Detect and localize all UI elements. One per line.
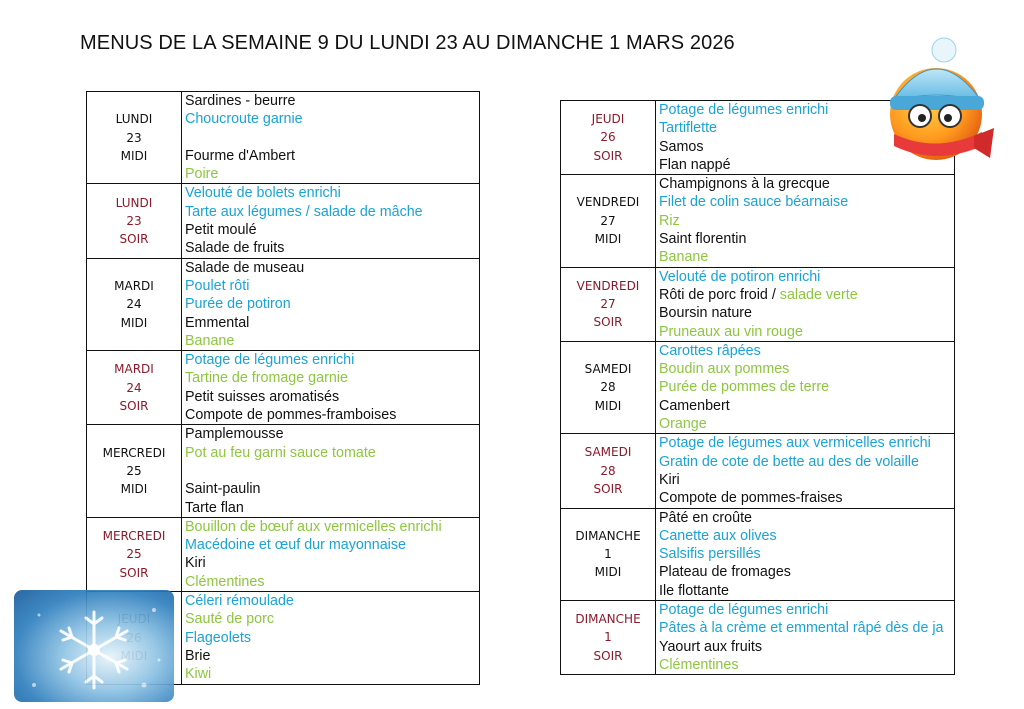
dish-line — [185, 184, 479, 202]
day-label-cell — [561, 341, 656, 433]
dish-line — [659, 453, 954, 471]
dish-text: Purée de pommes de terre — [659, 379, 830, 396]
dish-text: Pamplemousse — [185, 426, 284, 443]
day-date: 1 — [604, 547, 612, 562]
dish-line — [659, 268, 954, 286]
dish-text: Petit suisses aromatisés — [185, 388, 340, 405]
dish-line — [659, 415, 954, 433]
day-date: 25 — [126, 463, 142, 478]
day-meal: SOIR — [593, 148, 623, 163]
dish-line — [659, 489, 954, 507]
dish-line — [185, 147, 479, 165]
day-label-cell — [561, 175, 656, 267]
dish-text: Pâté en croûte — [659, 509, 752, 526]
day-label-cell — [87, 517, 182, 591]
dish-text: Brie — [185, 647, 211, 664]
dish-line — [185, 221, 479, 239]
day-label-cell — [561, 101, 656, 175]
dish-text: Camenbert — [659, 397, 730, 414]
winter-emoji-with-hat-icon — [878, 36, 998, 166]
menu-row — [561, 601, 955, 675]
dish-line — [185, 277, 479, 295]
dish-line — [659, 323, 954, 341]
page-title: MENUS DE LA SEMAINE 9 DU LUNDI 23 AU DIMANCHE 1 MARS 2026 — [80, 32, 735, 54]
menu-row — [561, 434, 955, 508]
dish-line — [185, 406, 479, 424]
dishes-cell — [656, 267, 955, 341]
dish-text: Compote de pommes-framboises — [185, 407, 397, 424]
dish-text: Poire — [185, 166, 219, 183]
dish-text: Velouté de potiron enrichi — [659, 268, 821, 285]
dish-text: Clémentines — [185, 573, 265, 590]
dish-line — [659, 601, 954, 619]
day-day: DIMANCHE — [575, 528, 641, 543]
dish-text: Potage de légumes enrichi — [659, 102, 829, 118]
dish-text: Bouillon de bœuf aux vermicelles enrichi — [185, 518, 442, 535]
dish-line — [185, 665, 479, 683]
dish-text: Sardines - beurre — [185, 93, 296, 109]
dish-text: Choucroute garnie — [185, 111, 303, 128]
day-day: MARDI — [114, 278, 154, 293]
day-date: 28 — [600, 463, 616, 478]
dish-line — [659, 434, 954, 452]
dish-text: Carottes râpées — [659, 342, 761, 359]
day-meal: MIDI — [594, 232, 622, 247]
day-date: 25 — [126, 547, 142, 562]
day-label-cell — [561, 601, 656, 675]
dish-line — [185, 425, 479, 443]
dish-text: Tartiflette — [659, 120, 718, 137]
dish-line — [185, 369, 479, 387]
snowflake-icon — [14, 590, 174, 702]
dish-text: Yaourt aux fruits — [659, 638, 763, 655]
menu-row — [87, 425, 480, 517]
dish-line — [659, 248, 954, 266]
snowflake-image — [14, 590, 174, 702]
dish-text: Salade de fruits — [185, 240, 285, 257]
dish-line — [185, 480, 479, 498]
day-label-cell — [561, 434, 656, 508]
dish-text: Purée de potiron — [185, 296, 291, 313]
day-day: LUNDI — [115, 195, 153, 210]
dish-line — [659, 397, 954, 415]
day-meal: SOIR — [593, 648, 623, 663]
dish-text: Petit moulé — [185, 222, 257, 239]
dish-text: Gratin de cote de bette au des de volaille — [659, 453, 919, 470]
dish-line — [185, 314, 479, 332]
dishes-cell — [656, 341, 955, 433]
dish-line — [185, 351, 479, 369]
day-date: 28 — [600, 380, 616, 395]
dish-text: Kiri — [185, 555, 206, 572]
dish-text: Saint-paulin — [185, 481, 261, 498]
dish-line — [659, 509, 954, 527]
dish-line — [659, 563, 954, 581]
dish-line — [185, 536, 479, 554]
menu-table-right — [560, 100, 955, 675]
dish-text: Clémentines — [659, 656, 739, 673]
dish-text: Emmental — [185, 314, 250, 331]
dish-line — [185, 499, 479, 517]
dish-text: Boudin aux pommes — [659, 361, 790, 378]
dish-line — [185, 92, 479, 110]
dish-text: Champignons à la grecque — [659, 176, 830, 193]
menu-row — [561, 267, 955, 341]
dish-line — [185, 462, 479, 480]
day-meal: MIDI — [120, 482, 148, 497]
dish-text: Fourme d'Ambert — [185, 147, 295, 164]
dish-text: Flageolets — [185, 629, 251, 646]
dish-line — [185, 332, 479, 350]
day-meal: SOIR — [593, 482, 623, 497]
dishes-cell — [182, 258, 480, 350]
dish-line — [185, 592, 479, 610]
dish-line — [659, 582, 954, 600]
dish-line — [659, 471, 954, 489]
dish-text: Tarte aux légumes / salade de mâche — [185, 203, 423, 220]
day-meal: SOIR — [119, 565, 149, 580]
dish-text: Banane — [659, 249, 709, 266]
dish-text: salade verte — [779, 286, 858, 303]
menu-row — [87, 351, 480, 425]
day-day: SAMEDI — [584, 362, 632, 377]
dishes-cell — [182, 351, 480, 425]
dish-text: Kiri — [659, 471, 680, 488]
day-day: VENDREDI — [576, 278, 640, 293]
menu-row — [87, 517, 480, 591]
day-meal: MIDI — [120, 148, 148, 163]
dish-line — [185, 295, 479, 313]
dish-text: Saint florentin — [659, 231, 747, 248]
dish-line — [659, 360, 954, 378]
dish-text: Kiwi — [185, 666, 212, 683]
dish-line — [659, 286, 954, 304]
dish-text: Filet de colin sauce béarnaise — [659, 194, 849, 211]
dishes-cell — [656, 175, 955, 267]
dish-text: Poulet rôti — [185, 277, 250, 294]
day-day: MERCREDI — [102, 445, 166, 460]
dish-line — [185, 647, 479, 665]
dish-line — [659, 638, 954, 656]
dish-line — [659, 212, 954, 230]
day-date: 26 — [600, 130, 616, 145]
day-day: VENDREDI — [576, 195, 640, 210]
dish-text: Compote de pommes-fraises — [659, 490, 843, 507]
dish-line — [185, 203, 479, 221]
dish-line — [185, 610, 479, 628]
dish-line — [659, 175, 954, 193]
dish-line — [185, 629, 479, 647]
dish-line — [185, 110, 479, 128]
menu-row — [87, 184, 480, 258]
dish-text: Pâtes à la crème et emmental râpé dès de ja — [659, 620, 944, 637]
day-day: JEUDI — [591, 112, 625, 127]
day-label-cell — [87, 184, 182, 258]
dish-text: Rôti de porc froid / — [659, 286, 780, 303]
dish-line — [659, 230, 954, 248]
dish-text: Tartine de fromage garnie — [185, 370, 348, 387]
dish-line — [185, 518, 479, 536]
dish-text: Potage de légumes enrichi — [185, 352, 355, 369]
day-date: 23 — [126, 213, 142, 228]
dish-line — [185, 165, 479, 183]
day-date: 27 — [600, 297, 616, 312]
menu-row — [87, 92, 480, 184]
day-meal: MIDI — [594, 398, 622, 413]
day-meal: MIDI — [120, 315, 148, 330]
menu-row — [87, 258, 480, 350]
dish-line — [185, 239, 479, 257]
dish-text: Salsifis persillés — [659, 546, 761, 563]
dish-line — [185, 444, 479, 462]
dish-text: Céleri rémoulade — [185, 593, 294, 610]
dishes-cell — [182, 517, 480, 591]
dish-text: Tarte flan — [185, 499, 244, 516]
dish-line — [185, 129, 479, 147]
dish-text: Plateau de fromages — [659, 564, 791, 581]
dish-text: Orange — [659, 416, 707, 433]
day-meal: MIDI — [594, 565, 622, 580]
day-day: DIMANCHE — [575, 612, 641, 627]
day-date: 27 — [600, 213, 616, 228]
dish-line — [659, 527, 954, 545]
dish-line — [185, 573, 479, 591]
dish-line — [659, 656, 954, 674]
day-meal: SOIR — [593, 315, 623, 330]
dish-line — [185, 554, 479, 572]
day-day: MARDI — [114, 362, 154, 377]
day-label-cell — [561, 267, 656, 341]
menu-row — [561, 341, 955, 433]
dishes-cell — [182, 184, 480, 258]
day-date: 23 — [126, 130, 142, 145]
dish-line — [185, 388, 479, 406]
day-label-cell — [87, 425, 182, 517]
dish-text: Macédoine et œuf dur mayonnaise — [185, 537, 406, 554]
dish-text: Pot au feu garni sauce tomate — [185, 444, 376, 461]
dish-text: Potage de légumes enrichi — [659, 602, 829, 619]
dishes-cell — [182, 425, 480, 517]
day-day: SAMEDI — [584, 445, 632, 460]
dish-text: Samos — [659, 138, 704, 155]
day-date: 24 — [126, 380, 142, 395]
dish-text: Velouté de bolets enrichi — [185, 185, 341, 202]
dishes-cell — [182, 92, 480, 184]
dish-line — [659, 545, 954, 563]
menu-row — [561, 508, 955, 600]
dish-line — [659, 619, 954, 637]
day-label-cell — [87, 92, 182, 184]
dish-text: Potage de légumes aux vermicelles enrichi — [659, 435, 931, 452]
dish-text: Sauté de porc — [185, 611, 275, 628]
dish-text: Flan nappé — [659, 156, 731, 173]
dish-line — [185, 259, 479, 277]
dish-line — [659, 304, 954, 322]
dish-line — [659, 378, 954, 396]
dishes-cell — [656, 508, 955, 600]
day-day: MERCREDI — [102, 528, 166, 543]
dish-text: Canette aux olives — [659, 527, 777, 544]
dishes-cell — [656, 434, 955, 508]
day-date: 24 — [126, 297, 142, 312]
menu-row — [561, 175, 955, 267]
day-meal: SOIR — [119, 232, 149, 247]
dish-line — [659, 342, 954, 360]
day-day: LUNDI — [115, 112, 153, 127]
day-label-cell — [561, 508, 656, 600]
dishes-cell — [656, 601, 955, 675]
dish-text: Banane — [185, 332, 235, 349]
dish-text: Pruneaux au vin rouge — [659, 323, 803, 340]
day-label-cell — [87, 351, 182, 425]
dish-text: Riz — [659, 212, 680, 229]
day-date: 1 — [604, 630, 612, 645]
dish-text: Salade de museau — [185, 259, 305, 276]
day-meal: SOIR — [119, 398, 149, 413]
dish-text: Boursin nature — [659, 305, 752, 322]
day-label-cell — [87, 258, 182, 350]
dishes-cell — [182, 592, 480, 684]
dish-text: Ile flottante — [659, 582, 729, 599]
dish-line — [659, 193, 954, 211]
